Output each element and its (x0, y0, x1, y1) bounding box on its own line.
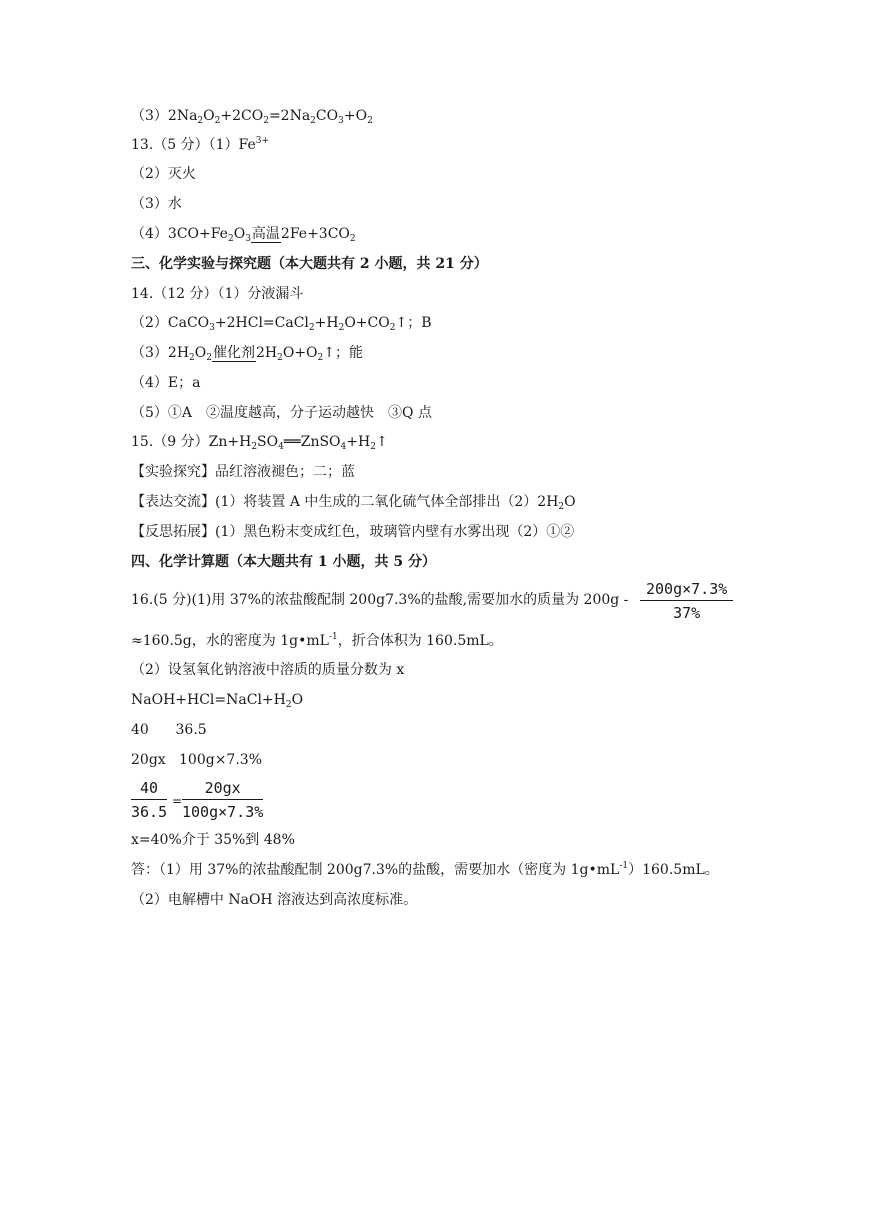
proportion-right: $\frac{20gx}{100g\times 7.3\%}$ (182, 779, 264, 821)
final-answer-2: （2）电解槽中 NaOH 溶液达到高浓度标准。 (131, 892, 418, 908)
equals-sign: = (172, 794, 183, 808)
answer-14-3: $(3)2H_2O_2$催化剂$2H_2O+O_2↑$；能 (131, 345, 363, 363)
fraction-denominator: 37% (673, 604, 701, 622)
equation: $NaOH+HCl=NaCl+H_2O$ (131, 692, 304, 710)
answer-16-2: （2）设氢氧化钠溶液中溶质的质量分数为 x (131, 662, 405, 678)
mass-row: 20gx 100g×7.3% (131, 752, 263, 768)
answer-14-1: 14.（12 分）（1）分液漏斗 (131, 286, 304, 302)
answer-15-expression: 【表达交流】(1）将装置 A 中生成的二氧化硫气体全部排出$(2)2H_2O$ (131, 494, 576, 512)
section-4-heading: 四、化学计算题（本大题共有 1 小题，共 5 分） (131, 554, 436, 570)
proportion-left: $\frac{40}{36.5}$ (131, 779, 168, 821)
reaction-condition: 高温 (251, 226, 280, 242)
final-answer-1: 答：（1）用 37%的浓盐酸配制 200g7.3%的盐酸，需要加水（密度为 $1g•mL^{-1})160.5mL$。 (131, 861, 719, 878)
answer-13-1: 13.（5 分）$(1)Fe^{3+}$ (131, 136, 270, 153)
answer-14-2: $(2)CaCO_3+2HCl=CaCl_2+H_2O+CO_2↑$；B (131, 315, 432, 333)
answer-16-1: 16.(5 分)(1)用 37%的浓盐酸配制 200g7.3%的盐酸,需要加水的质量为 200g - (131, 592, 629, 608)
fraction-numerator: 200g×7.3% (640, 580, 733, 601)
answer-15: 15.（9 分）$Zn+H_2SO_4══ZnSO_4+H_2↑$ (131, 434, 388, 452)
answer-15-reflection: 【反思拓展】(1）黑色粉末变成红色，玻璃管内壁有水雾出现（2）①② (131, 524, 575, 540)
molar-mass-row: 40 36.5 (131, 722, 207, 738)
answer-14-4: （4）E；a (131, 375, 201, 391)
answer-13-2: （2）灭火 (131, 166, 196, 182)
answer-13-3: （3）水 (131, 196, 182, 212)
answer-14-5: （5）①A ②温度越高，分子运动越快 ③Q 点 (131, 405, 432, 421)
fraction-dilution (640, 580, 733, 622)
reaction-condition: 催化剂 (212, 345, 255, 361)
answer-15-experiment: 【实验探究】品红溶液褪色；二；蓝 (131, 464, 355, 480)
answer-12-3: $(3)2Na_2O_2+2CO_2=2Na_2CO_3+O_2$ (131, 108, 373, 126)
answer-16-result: ≈160.5g，水的密度为 $1g•mL^{-1}$，折合体积为 160.5mL。 (131, 632, 503, 649)
section-3-heading: 三、化学实验与探究题（本大题共有 2 小题，共 21 分） (131, 256, 488, 272)
solution-result: x=40%介于 35%到 48% (131, 832, 295, 848)
answer-13-4: $(4)3CO+Fe_2O_3$高温$2Fe+3CO_2$ (131, 226, 356, 244)
